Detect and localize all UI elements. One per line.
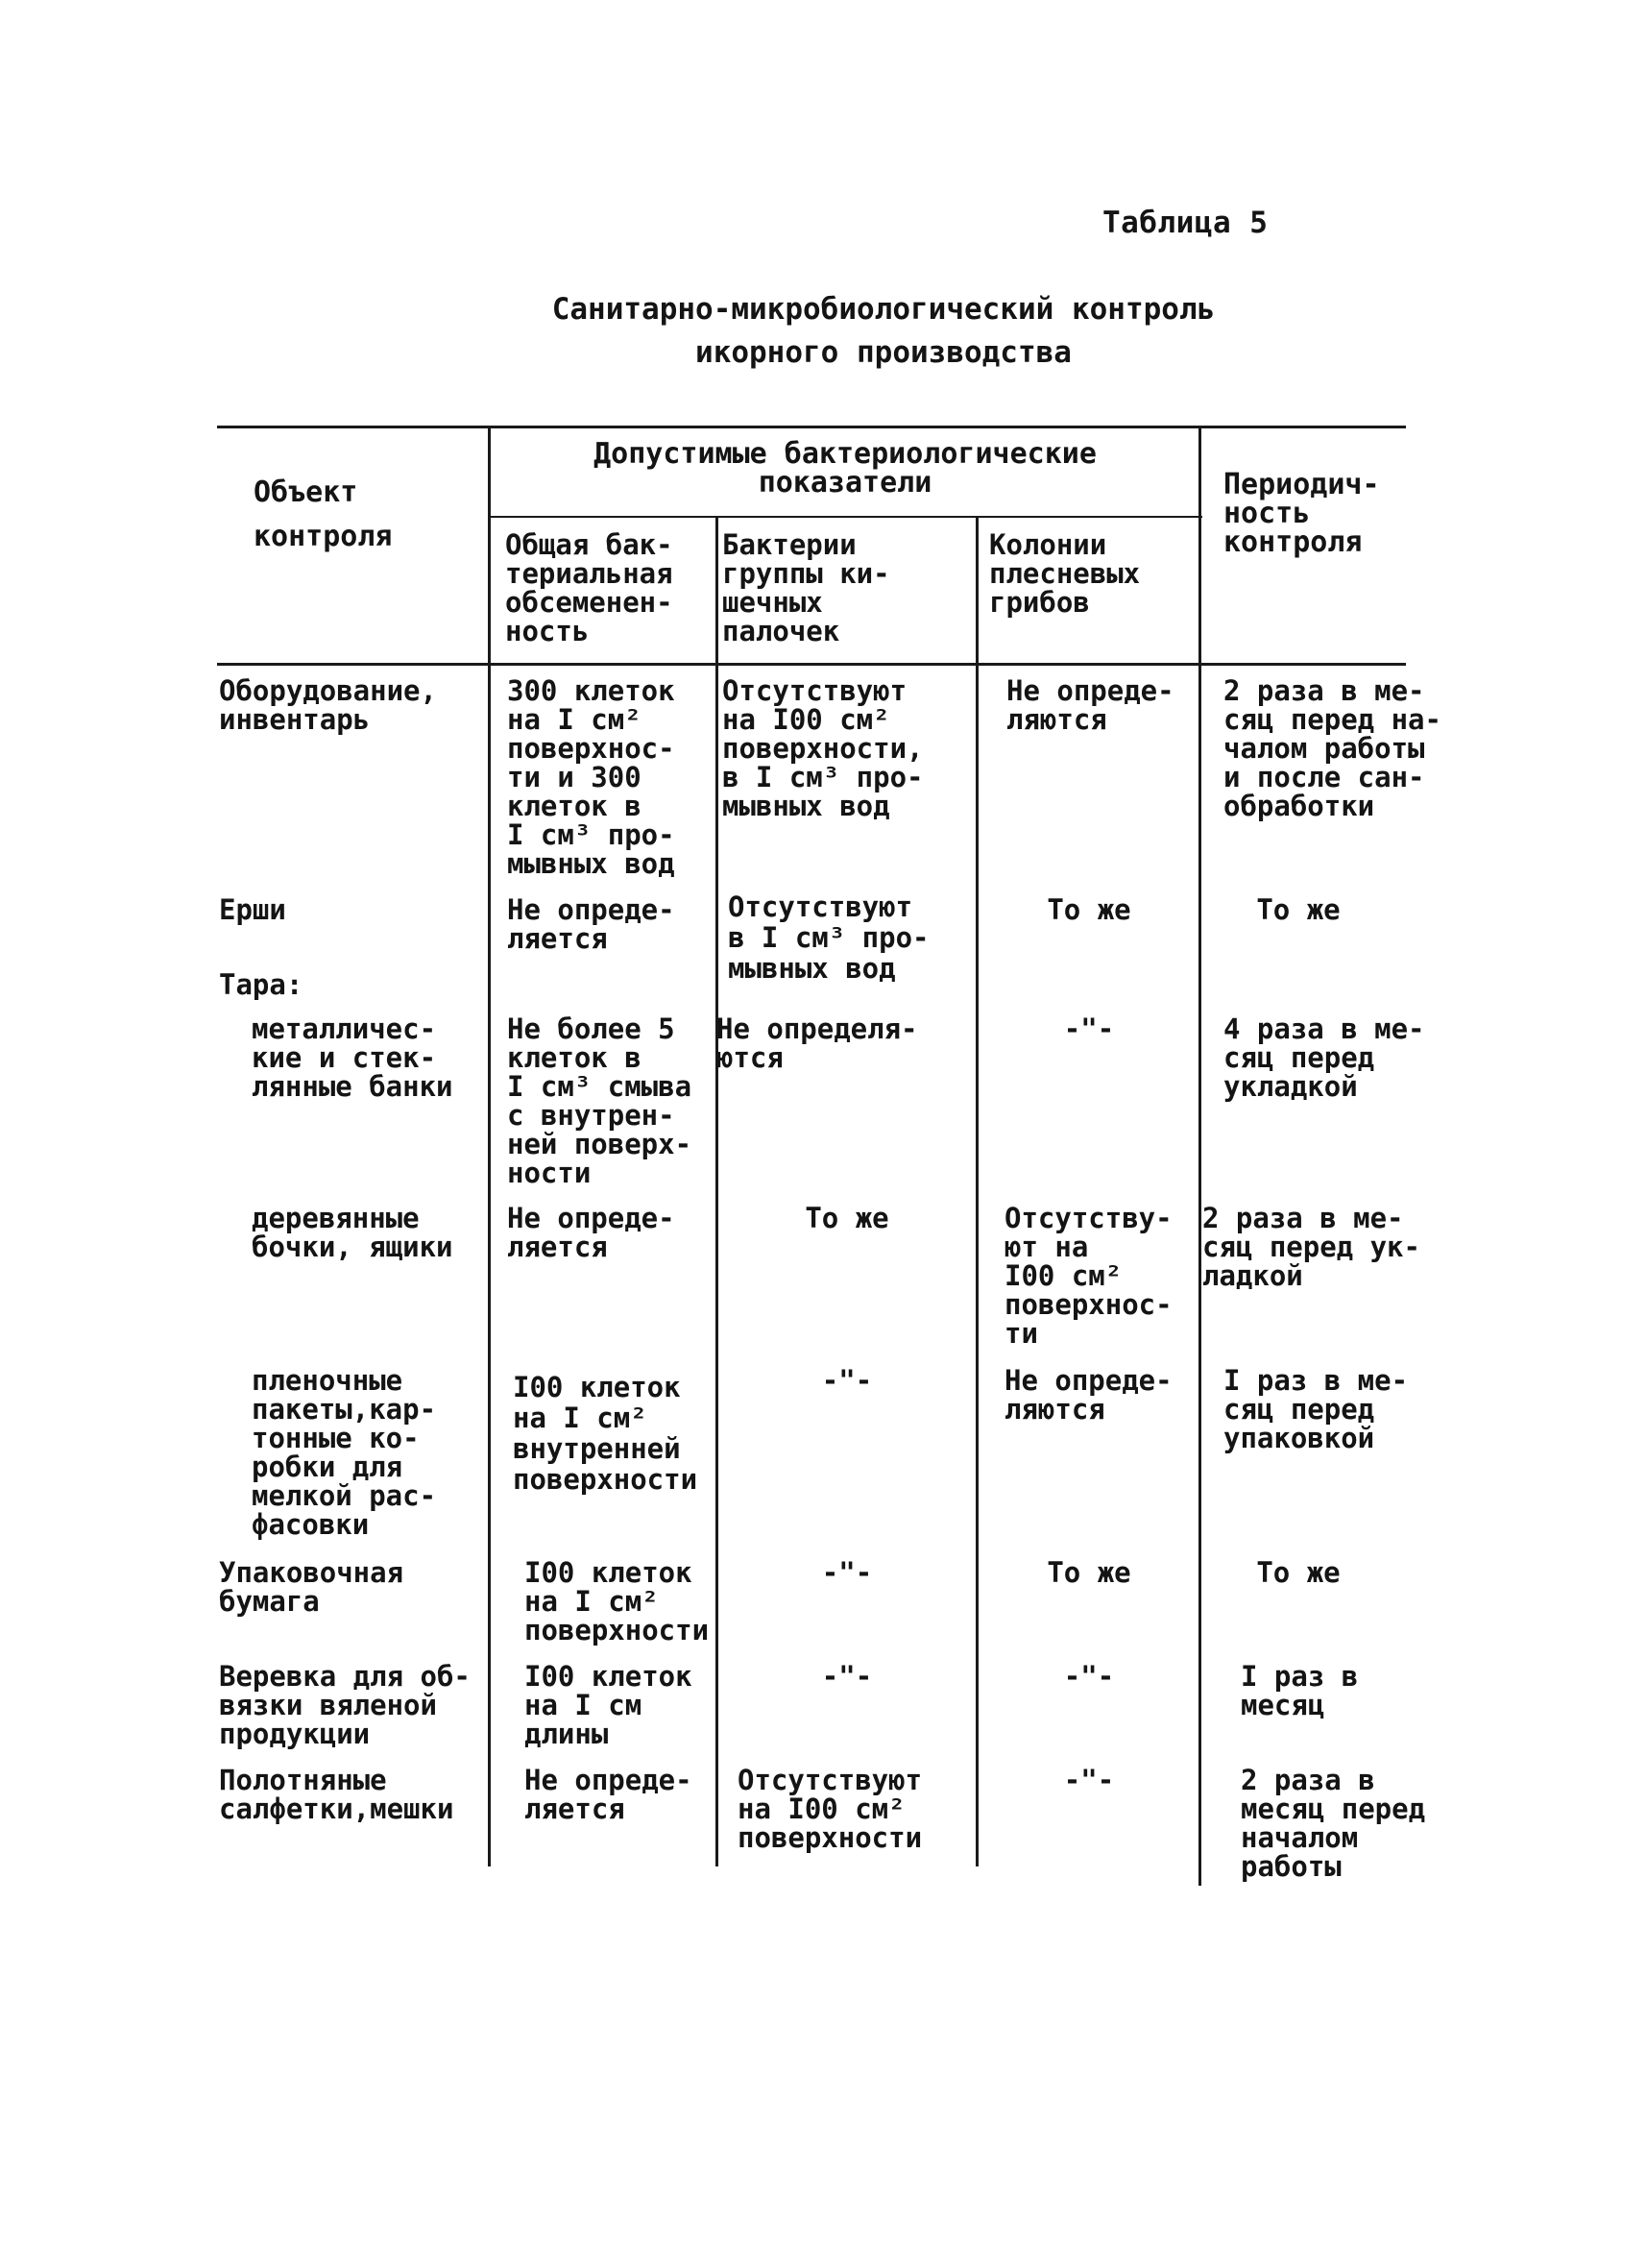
row-7-mold: То же [1047, 1556, 1131, 1589]
row-4-period: 4 раза в ме- сяц перед укладкой [1223, 1012, 1425, 1103]
header-bottom-rule [217, 663, 1406, 666]
row-7-object: Упаковочная бумага [219, 1556, 404, 1618]
table-top-rule [217, 426, 1406, 428]
row-6-mold: Не опреде- ляются [1005, 1364, 1173, 1426]
row-9-mold: -"- [1063, 1764, 1115, 1796]
row-6-bacteria: -"- [821, 1364, 873, 1397]
row-4-bacteria: Не определя- ются [716, 1012, 918, 1074]
table-number: Таблица 5 [1102, 206, 1269, 240]
row-2-mold: То же [1047, 893, 1131, 926]
header-total: Общая бак- териальная обсеменен- ность [505, 528, 673, 647]
row-5-total: Не опреде- ляется [507, 1202, 675, 1263]
row-1-bacteria: Отсутствуют на I00 см² поверхности, в I см³ про- мывных вод [722, 674, 924, 822]
row-1-mold: Не опреде- ляются [1006, 674, 1174, 736]
row-6-object: пленочные пакеты,кар- тонные ко- робки для мелкой рас- фасовки [252, 1364, 437, 1541]
row-6-total: I00 клеток на I см² внутренней поверхности [513, 1371, 698, 1496]
row-7-bacteria: -"- [821, 1556, 873, 1589]
header-period: Периодич- ность контроля [1223, 468, 1380, 559]
table-caption-line-2: икорного производства [695, 335, 1072, 370]
table-caption-line-1: Санитарно-микробиологический контроль [551, 292, 1216, 327]
row-2-object: Ерши [219, 893, 286, 926]
row-1-period: 2 раза в ме- сяц перед на- чалом работы и после сан- обработки [1223, 674, 1441, 822]
row-8-object: Веревка для об- вязки вяленой продукции [219, 1660, 471, 1750]
row-9-total: Не опреде- ляется [524, 1764, 692, 1825]
row-6-period: I раз в ме- сяц перед упаковкой [1223, 1364, 1409, 1454]
row-2-bacteria: Отсутствуют в I см³ про- мывных вод [728, 890, 930, 985]
row-8-total: I00 клеток на I см длины [524, 1660, 692, 1750]
row-5-object: деревянные бочки, ящики [252, 1202, 453, 1263]
header-mold: Колонии плесневых грибов [989, 528, 1141, 619]
row-2-period: То же [1256, 893, 1341, 926]
column-rule-4 [1198, 426, 1201, 1886]
row-8-bacteria: -"- [821, 1660, 873, 1693]
column-rule-1 [488, 426, 491, 1866]
row-1-object: Оборудование, инвентарь [219, 674, 437, 736]
group-header-rule [488, 516, 1202, 518]
row-9-period: 2 раза в месяц перед началом работы [1241, 1764, 1426, 1883]
row-8-mold: -"- [1063, 1660, 1115, 1693]
row-2-total: Не опреде- ляется [507, 893, 675, 955]
row-9-object: Полотняные салфетки,мешки [219, 1764, 454, 1825]
row-5-period: 2 раза в ме- сяц перед ук- ладкой [1202, 1202, 1420, 1292]
row-4-object: металличес- кие и стек- лянные банки [252, 1012, 453, 1103]
header-object: Объект контроля [254, 476, 393, 553]
row-7-total: I00 клеток на I см² поверхности [524, 1556, 710, 1646]
row-5-mold: Отсутству- ют на I00 см² поверхнос- ти [1005, 1202, 1173, 1350]
header-group: Допустимые бактериологические показатели [593, 437, 1097, 500]
row-4-mold: -"- [1063, 1012, 1115, 1045]
row-9-bacteria: Отсутствуют на I00 см² поверхности [738, 1764, 923, 1854]
row-4-total: Не более 5 клеток в I см³ смыва с внутрен- ней поверх- ности [507, 1012, 692, 1189]
column-rule-3 [976, 516, 979, 1866]
header-bacteria: Бактерии группы ки- шечных палочек [722, 528, 890, 647]
row-7-period: То же [1256, 1556, 1341, 1589]
row-8-period: I раз в месяц [1241, 1660, 1359, 1721]
row-3-object: Тара: [219, 968, 303, 1001]
row-1-total: 300 клеток на I см² поверхнос- ти и 300 клеток в I см³ про- мывных вод [507, 674, 675, 880]
row-5-bacteria: То же [805, 1202, 889, 1234]
